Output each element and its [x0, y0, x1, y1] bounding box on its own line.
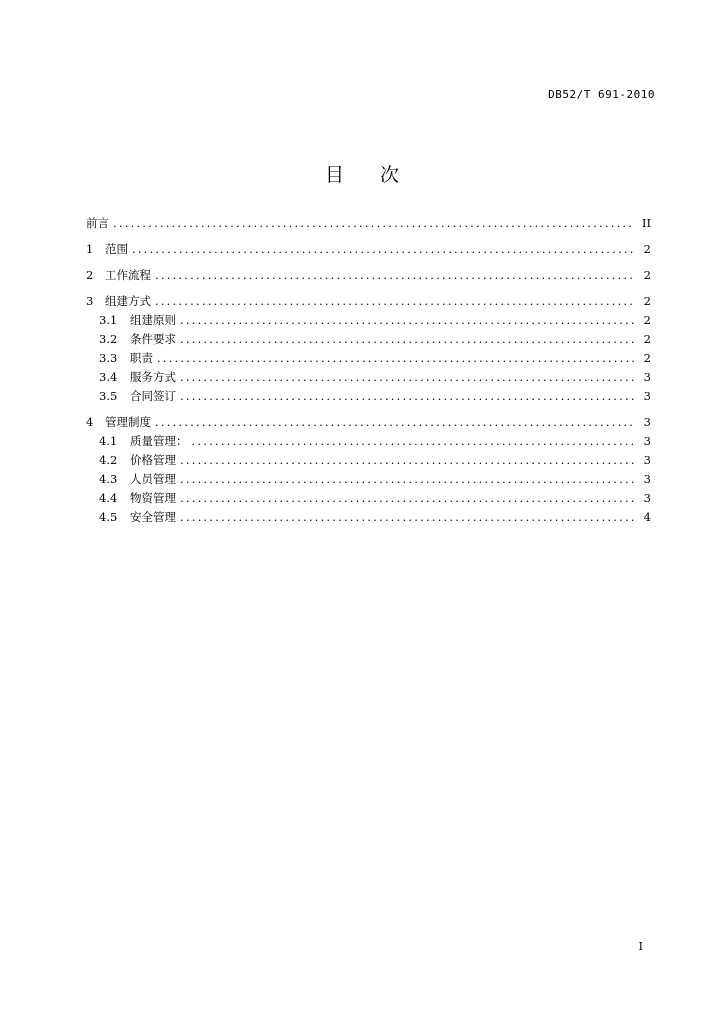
- toc-dot-leader: [180, 451, 635, 470]
- toc-entry-page: 3: [643, 370, 651, 384]
- toc-entry-title: 物资管理: [130, 491, 176, 505]
- toc-entry[interactable]: [86, 432, 651, 451]
- toc-entry-page: 4: [643, 510, 651, 524]
- toc-dot-leader: [155, 413, 635, 432]
- toc-entry[interactable]: [86, 508, 651, 527]
- toc-entry-number: 3.4: [99, 370, 118, 384]
- toc-dot-leader: [180, 311, 635, 330]
- toc-dot-leader: [180, 470, 635, 489]
- toc-entry-title: 前言: [86, 216, 109, 230]
- toc-entry-number: 3: [86, 294, 94, 308]
- toc-entry[interactable]: [86, 368, 651, 387]
- toc-entry-title: 人员管理: [130, 472, 176, 486]
- toc-entry-page: II: [641, 216, 651, 230]
- toc-entry-page: 2: [643, 332, 651, 346]
- toc-entry-number: 4.3: [99, 472, 118, 486]
- toc-entry-title: 合同签订: [130, 389, 176, 403]
- toc-dot-leader: [157, 349, 635, 368]
- toc-entry-title: 组建方式: [105, 294, 151, 308]
- toc-dot-leader: [180, 368, 635, 387]
- toc-entry[interactable]: [86, 349, 651, 368]
- toc-entry[interactable]: [86, 387, 651, 406]
- toc-entry-title: 工作流程: [105, 268, 151, 282]
- toc-dot-leader: [132, 240, 635, 259]
- toc-entry-page: 2: [643, 294, 651, 308]
- toc-dot-leader: [155, 266, 635, 285]
- toc-entry-page: 2: [643, 351, 651, 365]
- toc-entry[interactable]: [86, 330, 651, 349]
- toc-entry-title: 质量管理：: [130, 434, 188, 448]
- document-code: DB52/T 691-2010: [548, 88, 655, 101]
- toc-entry[interactable]: [86, 489, 651, 508]
- toc-entry-number: 2: [86, 268, 94, 282]
- toc-dot-leader: [180, 489, 635, 508]
- toc-entry-number: 4.1: [99, 434, 118, 448]
- toc-entry[interactable]: [86, 292, 651, 311]
- toc-dot-leader: [155, 292, 635, 311]
- toc-entry-title: 范围: [105, 242, 128, 256]
- table-of-contents: [86, 214, 651, 527]
- toc-entry[interactable]: [86, 413, 651, 432]
- toc-entry-number: 1: [86, 242, 94, 256]
- toc-entry[interactable]: [86, 451, 651, 470]
- toc-entry-title: 组建原则: [130, 313, 176, 327]
- toc-entry-title: 职责: [130, 351, 153, 365]
- toc-entry-page: 3: [643, 453, 651, 467]
- toc-entry[interactable]: [86, 214, 651, 233]
- toc-dot-leader: [113, 214, 635, 233]
- toc-dot-leader: [180, 387, 635, 406]
- toc-entry-page: 3: [643, 389, 651, 403]
- toc-entry-number: 3.5: [99, 389, 118, 403]
- toc-entry[interactable]: [86, 266, 651, 285]
- toc-entry-page: 2: [643, 313, 651, 327]
- toc-entry-title: 安全管理: [130, 510, 176, 524]
- toc-entry-title: 条件要求: [130, 332, 176, 346]
- toc-entry-number: 3.2: [99, 332, 118, 346]
- toc-entry-page: 3: [643, 434, 651, 448]
- toc-entry-page: 2: [643, 242, 651, 256]
- toc-entry-page: 3: [643, 415, 651, 429]
- toc-entry-number: 4.2: [99, 453, 118, 467]
- toc-entry-number: 4: [86, 415, 94, 429]
- toc-entry-title: 价格管理: [130, 453, 176, 467]
- toc-entry-title: 管理制度: [105, 415, 151, 429]
- toc-entry-page: 2: [643, 268, 651, 282]
- toc-entry-page: 3: [643, 472, 651, 486]
- toc-dot-leader: [180, 508, 635, 527]
- toc-entry-title: 服务方式: [130, 370, 176, 384]
- page-title: 目次: [324, 164, 435, 186]
- toc-entry-number: 3.1: [99, 313, 118, 327]
- toc-entry[interactable]: [86, 470, 651, 489]
- toc-entry-page: 3: [643, 491, 651, 505]
- toc-entry-number: 4.5: [99, 510, 118, 524]
- toc-entry-number: 4.4: [99, 491, 118, 505]
- page-number: I: [638, 940, 643, 953]
- toc-entry[interactable]: [86, 311, 651, 330]
- toc-entry-number: 3.3: [99, 351, 118, 365]
- toc-dot-leader: [192, 432, 636, 451]
- toc-dot-leader: [180, 330, 635, 349]
- toc-entry[interactable]: [86, 240, 651, 259]
